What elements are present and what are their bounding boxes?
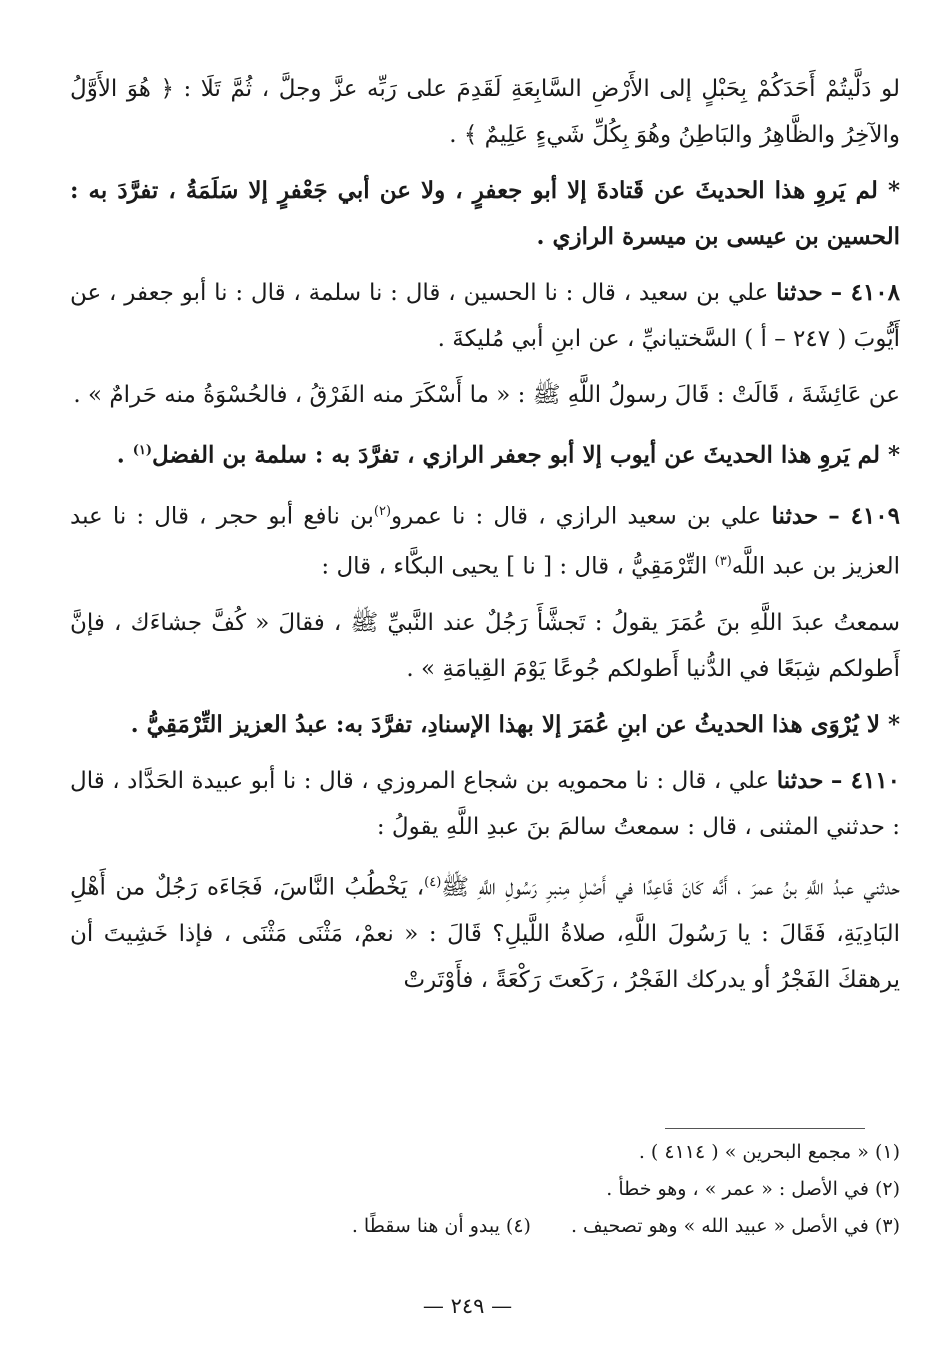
footnote-ref: (٤) [424,874,442,890]
hadith-4109 [70,489,900,590]
hadith-lead: حدثنا [771,502,819,530]
paragraph-tail: . [116,441,133,469]
hadith-number: ٤١٠٨ – [830,279,900,306]
paragraph-text: علي بن سعيد ، قال : نا الحسين ، قال : نا سلمة ، قال : نا أبو جعفر ، عن أَيُّوبَ ( ٢٤٧ – أ ) السَّختيانيِّ ، عن ابنِ أبي مُليكةَ . [70,280,900,352]
hadith-4110 [70,758,900,850]
footnote-divider [665,1128,865,1129]
paragraph-8-commentary [70,702,900,748]
paragraph-2-commentary [70,168,900,260]
hadith-4108 [70,270,900,362]
paragraph-text: علي ، قال : نا محمويه بن شجاع المروزي ، قال : نا أبو عبيدة الحَدَّاد ، قال : حدثني المثنى ، قال : سمعتُ سالمَ بنَ عبدِ اللَّهِ يقولُ : [70,767,900,840]
footnote-text: (٣) في الأصل « عبيد الله » وهو تصحيف . [570,1215,900,1237]
footnote-1 [70,1134,900,1171]
hadith-number: ٤١٠٩ – [828,502,900,530]
paragraph-tail: بن نافع أبو حجر ، قال : نا عبد العزيز بن عبد اللَّه [70,503,900,580]
paragraph-1 [70,66,900,158]
paragraph-text: لو دَلَّيتُمْ أَحَدَكُمْ بِحَبْلٍ إلى الأَرْضِ السَّابِعَةِ لَقَدِمَ على رَبِّه عزَّ وجلَّ ، ثُمَّ تَلَا : ﴿ هُوَ الأَوَّلُ والآخِرُ والظَّاهِرُ والبَاطِنُ وهُوَ بِكُلِّ شَيءٍ عَلِيمٌ ﴾ . [70,76,900,148]
hadith-lead: حدثنا [776,766,824,794]
paragraph-7 [70,600,900,692]
footnotes [70,1134,900,1245]
paragraph-5-commentary [70,428,900,479]
footnote-ref: (٢) [373,503,392,519]
paragraph-10 [70,860,900,1003]
paragraph-text: * لم يَروِ هذا الحديثَ عن أيوب إلا أبو جعفر الرازي ، تفرَّدَ به : سلمة بن الفضل [152,441,900,469]
footnote-text: (٢) في الأصل : « عمر » ، وهو خطأ . [606,1178,900,1200]
footnote-ref: (١) [132,443,153,458]
paragraph-tail: ، يَخْطُبُ النَّاسَ، فَجَاءَه رَجُلٌ من أَهْلِ البَادِيَةِ، فَقَالَ : يا رَسُولَ اللَّهِ، صلاةُ اللَّيلِ؟ قَالَ : « نعمْ، مَثْنَى مَثْنَى ، فإذا خَشِيتَ أن يرهقكَ الفَجْرُ أو يدركك الفَجْرُ ، رَكَعتَ رَكْعَةً ، فأَوْتَرتْ [70,874,900,993]
hadith-lead: حدثنا [776,279,823,306]
footnote-text: (١) « مجمع البحرين » ( ٤١١٤ ) . [638,1141,900,1163]
footnote-3 [70,1208,900,1245]
paragraph-text: عن عَائِشَةَ ، قَالَتْ : قَالَ رسولُ اللَّهِ ﷺ : « ما أَسْكَرَ منه الفَرْقُ ، فالحُسْوَةُ منه حَرامٌ » . [73,382,900,408]
page-number: — ٢٤٩ — [422,1294,513,1318]
paragraph-4 [70,372,900,418]
paragraph-text: * لم يَروِ هذا الحديثَ عن قَتادةَ إلا أبو جعفرٍ ، ولا عن أبي جَعْفرٍ إلا سَلَمَةُ ، تفرَّدَ به : الحسين بن عيسى بن ميسرة الرازي . [70,177,900,250]
paragraph-text: علي بن سعيد الرازي ، قال : نا عمرو [391,503,772,530]
paragraph-text: حدثني عبدُ اللَّهِ بنُ عمرَ ، أَنَّه كَانَ قَاعِدًا في أَصْلِ مِنبرِ رَسُولِ اللَّهِ ﷺ [441,874,900,901]
paragraph-text: * لا يُرْوَى هذا الحديثُ عن ابنِ عُمَرَ إلا بهذا الإسنادِ، تفرَّدَ به: عبدُ العزيز التِّرْمَقِيُّ . [130,710,900,738]
footnote-2 [70,1171,900,1208]
page-body [70,66,900,1013]
footnote-ref: (٣) [714,554,732,570]
hadith-number: ٤١١٠ – [830,766,901,794]
footnote-4-text: (٤) يبدو أن هنا سقطًا . [351,1215,531,1237]
paragraph-tail: التِّرْمَقِيُّ ، قال : [ نا ] يحيى البكَّاء ، قال : [321,553,715,580]
paragraph-text: سمعتُ عبدَ اللَّهِ بنَ عُمَرَ يقولُ : تَجشَّأَ رَجُلٌ عند النَّبيِّ ﷺ ، فقالَ « كُفَّ جشاءَك ، فإنَّ أَطولكم شِبَعًا في الدُّنيا أَطولكم جُوعًا يَوْمَ القِيامَةِ » . [70,609,900,682]
